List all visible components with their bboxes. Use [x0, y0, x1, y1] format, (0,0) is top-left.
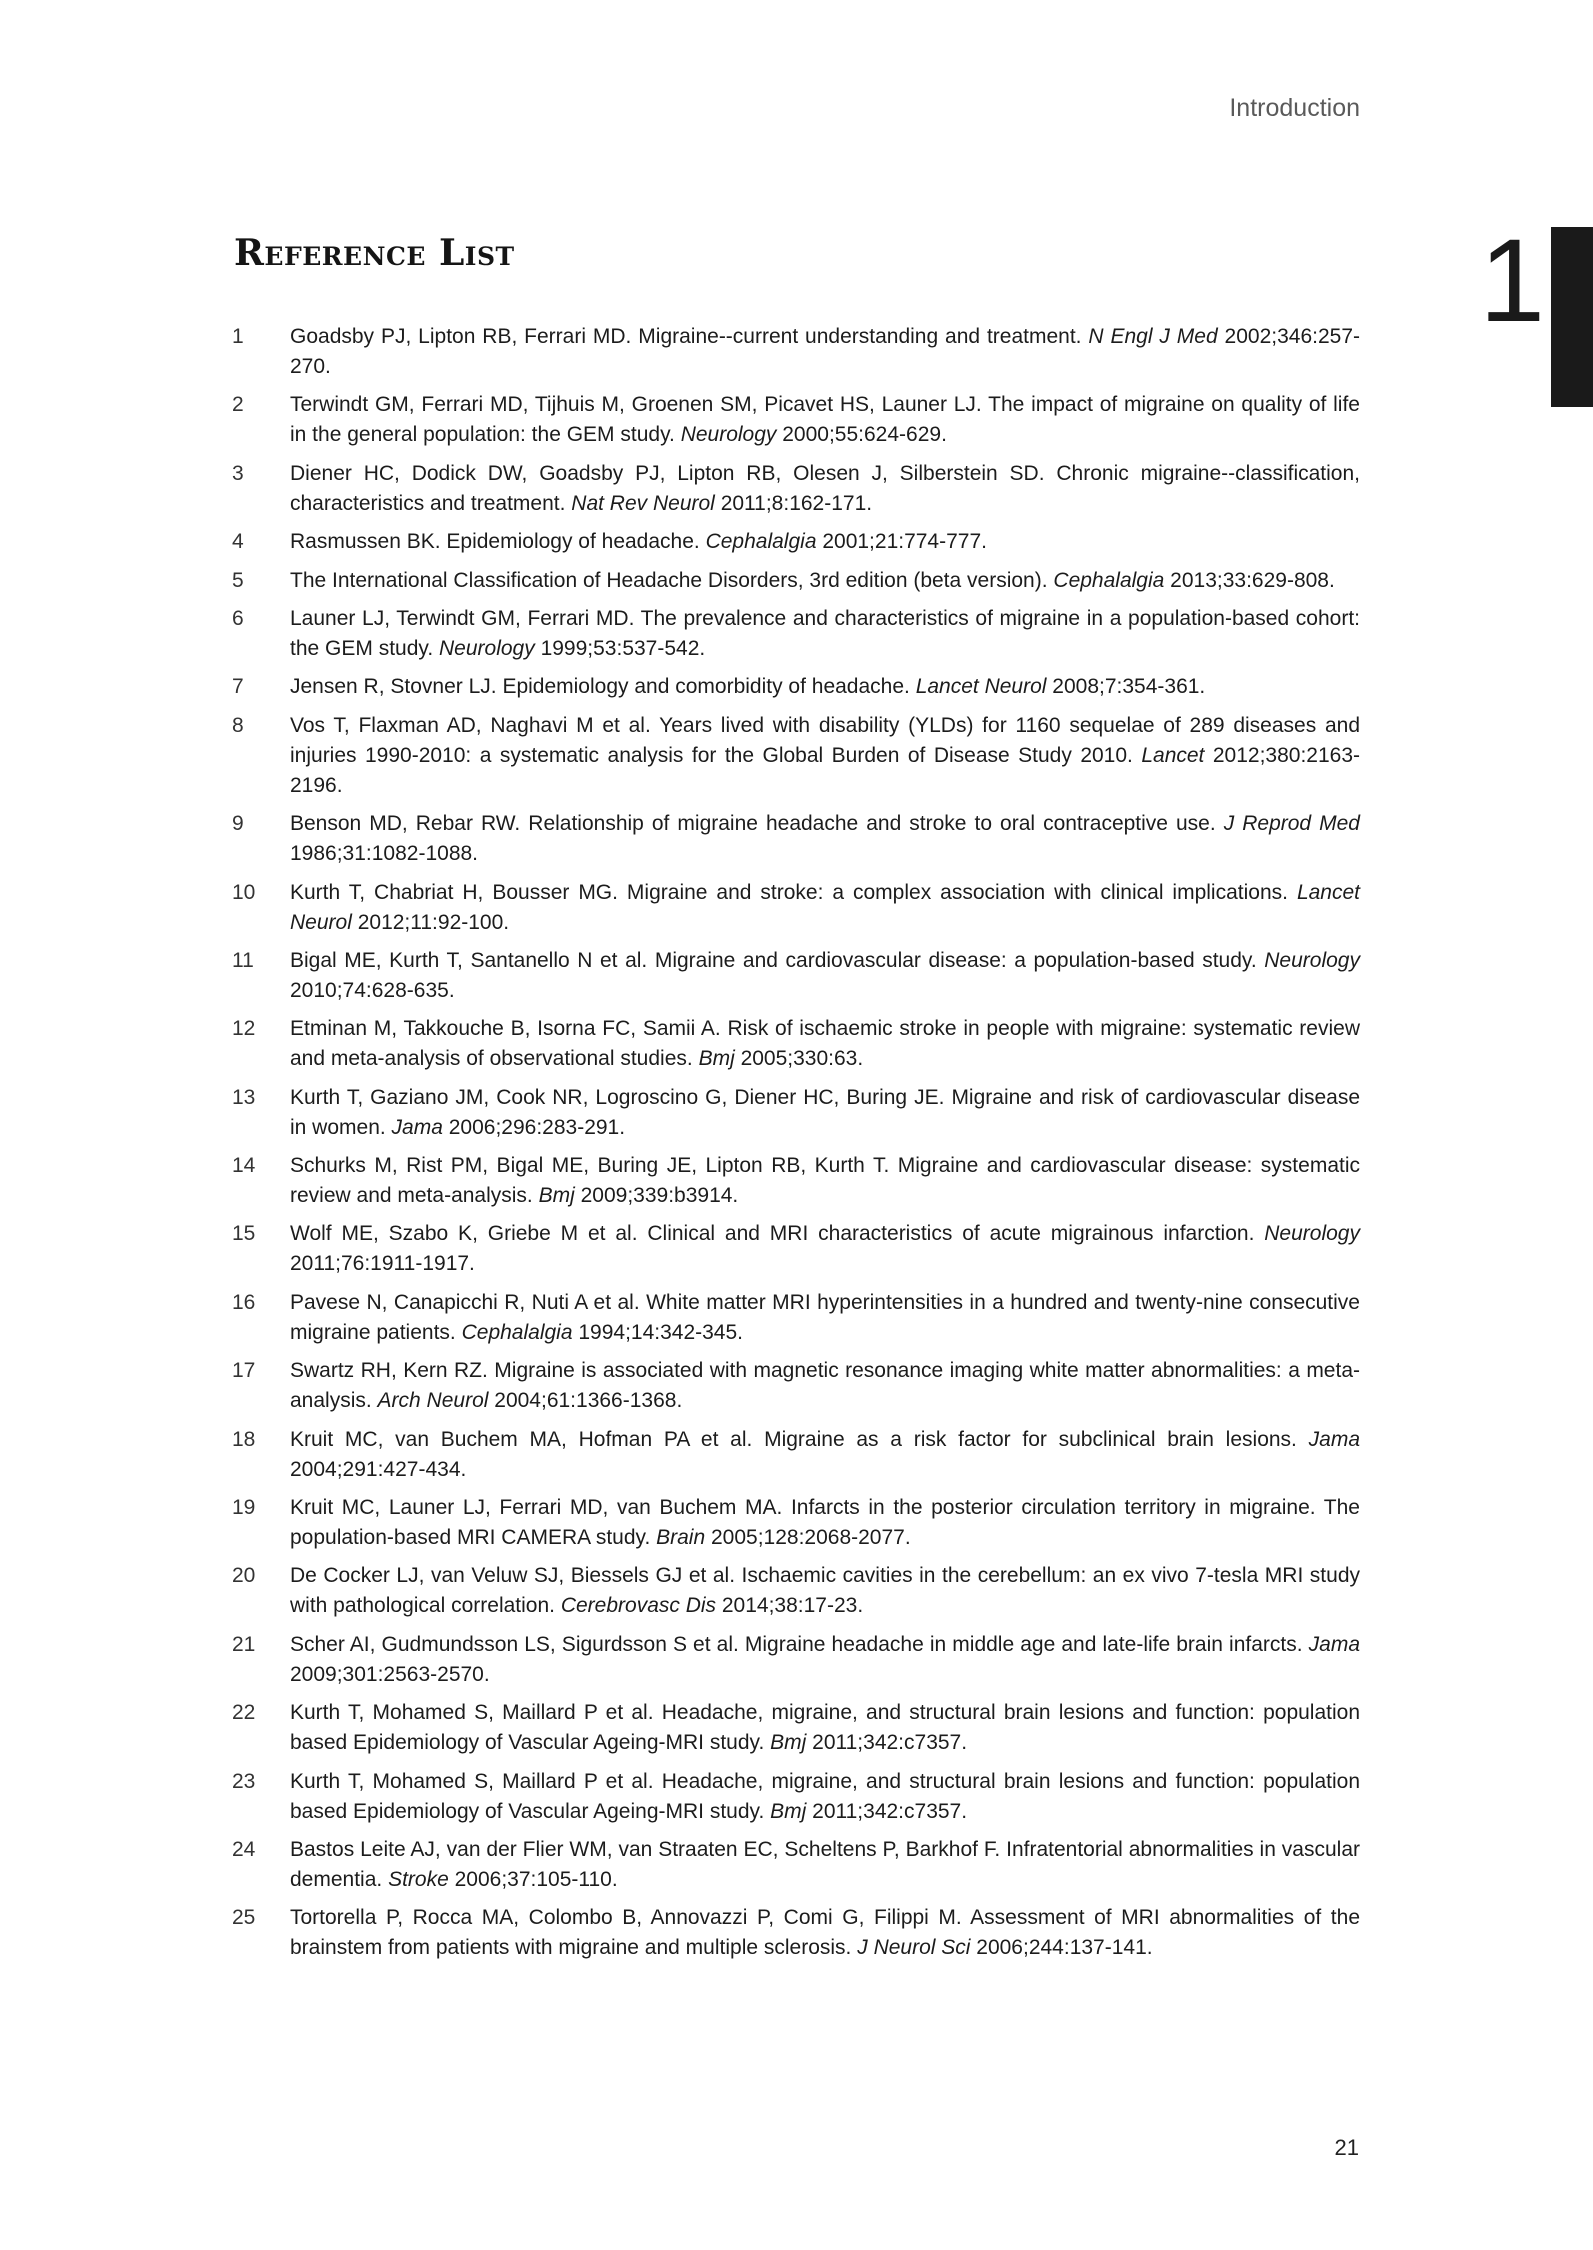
reference-volume: 2009;339:b3914.: [574, 1184, 739, 1208]
reference-volume: 2010;74:628-635.: [290, 978, 455, 1002]
reference-citation: Pavese N, Canapicchi R, Nuti A et al. White matter MRI hyperintensities in a hundred and twenty-nine consecutive migraine patients.: [290, 1290, 1360, 1344]
reference-citation: De Cocker LJ, van Veluw SJ, Biessels GJ et al. Ischaemic cavities in the cerebellum: an ex vivo 7-tesla MRI study with pathological correlation.: [290, 1564, 1360, 1618]
reference-item: [232, 527, 1360, 557]
reference-journal: Jama: [1308, 1427, 1360, 1451]
reference-number: 9: [232, 812, 244, 836]
reference-volume: 2008;7:354-361.: [1046, 675, 1206, 699]
reference-journal: Lancet Neurol: [290, 880, 1360, 934]
reference-text: [290, 672, 1360, 702]
reference-number: 20: [232, 1564, 256, 1588]
reference-volume: 2011;8:162-171.: [714, 491, 873, 515]
reference-citation: Terwindt GM, Ferrari MD, Tijhuis M, Groenen SM, Picavet HS, Launer LJ. The impact of migraine on quality of life in the general population: the GEM study.: [290, 393, 1360, 447]
reference-number: 24: [232, 1837, 256, 1861]
reference-number: 13: [232, 1085, 256, 1109]
reference-item: [232, 1767, 1360, 1827]
reference-citation: Kruit MC, Launer LJ, Ferrari MD, van Buchem MA. Infarcts in the posterior circulation territory in migraine. The population-based MRI CAMERA study.: [290, 1496, 1360, 1550]
reference-volume: 2012;11:92-100.: [351, 910, 510, 934]
reference-journal: Bmj: [538, 1184, 575, 1208]
reference-item: [232, 1219, 1360, 1279]
reference-volume: 2014;38:17-23.: [716, 1594, 864, 1618]
reference-citation: Etminan M, Takkouche B, Isorna FC, Samii A. Risk of ischaemic stroke in people with migraine: systematic review and meta-analysis of observational studies.: [290, 1017, 1360, 1071]
reference-journal: Arch Neurol: [377, 1389, 489, 1413]
reference-journal: Cephalalgia: [705, 530, 817, 554]
reference-number: 6: [232, 606, 244, 630]
reference-text: [290, 946, 1360, 1006]
reference-citation: Rasmussen BK. Epidemiology of headache.: [290, 530, 706, 554]
reference-number: 17: [232, 1359, 256, 1383]
reference-text: [290, 1561, 1360, 1621]
reference-number: 15: [232, 1222, 256, 1246]
reference-journal: Bmj: [698, 1047, 735, 1071]
reference-volume: 2004;61:1366-1368.: [488, 1389, 683, 1413]
reference-text: [290, 527, 1360, 557]
reference-item: [232, 711, 1360, 801]
reference-text: [290, 1493, 1360, 1553]
reference-volume: 2002;346:257-270.: [290, 325, 1360, 378]
reference-volume: 2005;128:2068-2077.: [705, 1526, 911, 1550]
reference-text: [290, 390, 1360, 450]
reference-item: [232, 1014, 1360, 1074]
reference-volume: 2006;37:105-110.: [448, 1867, 618, 1891]
reference-text: [290, 1083, 1360, 1143]
reference-text: [290, 322, 1360, 382]
reference-citation: Kurth T, Mohamed S, Maillard P et al. Headache, migraine, and structural brain lesions and function: population based Epidemiology of Vascular Ageing-MRI study.: [290, 1769, 1360, 1823]
reference-journal: J Neurol Sci: [857, 1936, 971, 1960]
reference-volume: 1994;14:342-345.: [572, 1320, 743, 1344]
reference-item: [232, 566, 1360, 596]
reference-citation: The International Classification of Headache Disorders, 3rd edition (beta version).: [290, 568, 1054, 592]
reference-text: [290, 1425, 1360, 1485]
reference-citation: Tortorella P, Rocca MA, Colombo B, Annovazzi P, Comi G, Filippi M. Assessment of MRI abnormalities of the brainstem from patients with migraine and multiple sclerosis.: [290, 1906, 1360, 1960]
reference-number: 23: [232, 1769, 256, 1793]
reference-journal: Bmj: [770, 1799, 807, 1823]
reference-item: [232, 672, 1360, 702]
reference-text: [290, 566, 1360, 596]
reference-journal: Brain: [656, 1526, 706, 1550]
reference-number: 16: [232, 1290, 256, 1314]
reference-volume: 2009;301:2563-2570.: [290, 1662, 490, 1686]
section-title: Reference List: [234, 232, 515, 274]
reference-item: [232, 1493, 1360, 1553]
reference-citation: Vos T, Flaxman AD, Naghavi M et al. Years lived with disability (YLDs) for 1160 sequelae of 289 diseases and injuries 1990-2010: a systematic analysis for the Global Burden of Disease Study 2010.: [290, 713, 1360, 767]
reference-number: 21: [232, 1632, 256, 1656]
reference-journal: Cerebrovasc Dis: [560, 1594, 717, 1618]
reference-text: [290, 1014, 1360, 1074]
reference-item: [232, 1288, 1360, 1348]
reference-list: [232, 322, 1360, 1972]
running-header: Introduction: [1229, 94, 1360, 122]
reference-journal: Stroke: [388, 1867, 449, 1891]
reference-text: [290, 459, 1360, 519]
reference-number: 25: [232, 1906, 256, 1930]
reference-citation: Kurth T, Mohamed S, Maillard P et al. Headache, migraine, and structural brain lesions and function: population based Epidemiology of Vascular Ageing-MRI study.: [290, 1701, 1360, 1755]
reference-number: 1: [232, 325, 244, 348]
reference-item: [232, 1630, 1360, 1690]
reference-volume: 2005;330:63.: [734, 1047, 864, 1071]
reference-text: [290, 1835, 1360, 1895]
reference-text: [290, 1903, 1360, 1963]
reference-citation: Diener HC, Dodick DW, Goadsby PJ, Lipton RB, Olesen J, Silberstein SD. Chronic migraine--classification, characteristics and treatment.: [290, 461, 1360, 515]
reference-journal: Nat Rev Neurol: [571, 491, 715, 515]
page-number: 21: [1334, 2135, 1359, 2160]
reference-text: [290, 711, 1360, 801]
reference-item: [232, 809, 1360, 869]
reference-item: [232, 1835, 1360, 1895]
reference-item: [232, 459, 1360, 519]
reference-journal: Neurology: [680, 423, 777, 447]
reference-journal: Cephalalgia: [461, 1320, 573, 1344]
reference-number: 4: [232, 530, 244, 554]
reference-text: [290, 878, 1360, 938]
reference-volume: 1999;53:537-542.: [534, 636, 706, 660]
reference-text: [290, 1219, 1360, 1279]
reference-citation: Schurks M, Rist PM, Bigal ME, Buring JE, Lipton RB, Kurth T. Migraine and cardiovascular disease: systematic review and meta-analysis.: [290, 1154, 1360, 1208]
reference-volume: 2006;244:137-141.: [970, 1936, 1153, 1960]
reference-text: [290, 1151, 1360, 1211]
reference-volume: 2004;291:427-434.: [290, 1457, 467, 1481]
reference-citation: Benson MD, Rebar RW. Relationship of migraine headache and stroke to oral contraceptive use.: [290, 812, 1224, 836]
reference-number: 2: [232, 393, 244, 417]
reference-text: [290, 1630, 1360, 1690]
reference-number: 22: [232, 1701, 256, 1725]
reference-item: [232, 604, 1360, 664]
reference-text: [290, 604, 1360, 664]
reference-item: [232, 1151, 1360, 1211]
reference-citation: Swartz RH, Kern RZ. Migraine is associated with magnetic resonance imaging white matter abnormalities: a meta-analysis.: [290, 1359, 1360, 1413]
reference-item: [232, 1698, 1360, 1758]
reference-number: 3: [232, 461, 244, 485]
reference-text: [290, 1698, 1360, 1758]
reference-volume: 2001;21:774-777.: [816, 530, 987, 554]
reference-item: [232, 390, 1360, 450]
reference-number: 11: [232, 948, 254, 972]
reference-volume: 2013;33:629-808.: [1164, 568, 1335, 592]
reference-volume: 2011;342:c7357.: [806, 1799, 968, 1823]
reference-journal: Neurology: [1264, 948, 1360, 972]
reference-journal: Lancet Neurol: [915, 675, 1047, 699]
reference-item: [232, 1903, 1360, 1963]
reference-citation: Goadsby PJ, Lipton RB, Ferrari MD. Migraine--current understanding and treatment.: [290, 325, 1089, 348]
reference-number: 19: [232, 1496, 256, 1520]
reference-number: 14: [232, 1154, 256, 1178]
reference-citation: Bastos Leite AJ, van der Flier WM, van Straaten EC, Scheltens P, Barkhof F. Infratentorial abnormalities in vascular dementia.: [290, 1837, 1360, 1891]
chapter-tab: [1551, 227, 1593, 407]
reference-volume: 2012;380:2163-2196.: [290, 743, 1361, 797]
reference-number: 18: [232, 1427, 256, 1451]
reference-journal: N Engl J Med: [1088, 325, 1218, 348]
reference-number: 8: [232, 713, 244, 737]
reference-text: [290, 809, 1360, 869]
reference-citation: Bigal ME, Kurth T, Santanello N et al. Migraine and cardiovascular disease: a population-based study.: [290, 948, 1265, 972]
reference-item: [232, 878, 1360, 938]
reference-journal: Lancet: [1141, 743, 1205, 767]
reference-text: [290, 1767, 1360, 1827]
reference-item: [232, 1425, 1360, 1485]
reference-volume: 2000;55:624-629.: [776, 423, 947, 447]
reference-volume: 2006;296:283-291.: [442, 1115, 626, 1139]
reference-citation: Scher AI, Gudmundsson LS, Sigurdsson S et al. Migraine headache in middle age and late-life brain infarcts.: [290, 1632, 1309, 1656]
reference-citation: Kruit MC, van Buchem MA, Hofman PA et al. Migraine as a risk factor for subclinical brain lesions.: [290, 1427, 1309, 1451]
reference-citation: Launer LJ, Terwindt GM, Ferrari MD. The prevalence and characteristics of migraine in a population-based cohort: the GEM study.: [290, 606, 1360, 660]
reference-journal: Jama: [391, 1115, 443, 1139]
reference-journal: Neurology: [1264, 1222, 1360, 1246]
reference-volume: 1986;31:1082-1088.: [290, 842, 479, 866]
reference-number: 12: [232, 1017, 256, 1041]
reference-journal: Neurology: [439, 636, 535, 660]
chapter-number: 1: [1479, 215, 1545, 347]
reference-journal: Bmj: [770, 1731, 807, 1755]
reference-volume: 2011;76:1911-1917.: [290, 1252, 475, 1276]
reference-number: 7: [232, 675, 244, 699]
reference-citation: Wolf ME, Szabo K, Griebe M et al. Clinical and MRI characteristics of acute migrainous infarction.: [290, 1222, 1265, 1246]
reference-number: 5: [232, 568, 244, 592]
reference-number: 10: [232, 880, 256, 904]
reference-citation: Kurth T, Gaziano JM, Cook NR, Logroscino G, Diener HC, Buring JE. Migraine and risk of cardiovascular disease in women.: [290, 1085, 1360, 1139]
reference-item: [232, 1561, 1360, 1621]
reference-volume: 2011;342:c7357.: [806, 1731, 968, 1755]
reference-citation: Jensen R, Stovner LJ. Epidemiology and comorbidity of headache.: [290, 675, 916, 699]
reference-citation: Kurth T, Chabriat H, Bousser MG. Migraine and stroke: a complex association with clinical implications.: [290, 880, 1297, 904]
reference-text: [290, 1288, 1360, 1348]
reference-item: [232, 1356, 1360, 1416]
reference-item: [232, 946, 1360, 1006]
reference-item: [232, 1083, 1360, 1143]
reference-text: [290, 1356, 1360, 1416]
reference-journal: Cephalalgia: [1053, 568, 1165, 592]
reference-item: [232, 322, 1360, 382]
reference-journal: Jama: [1308, 1632, 1360, 1656]
reference-journal: J Reprod Med: [1223, 812, 1360, 836]
